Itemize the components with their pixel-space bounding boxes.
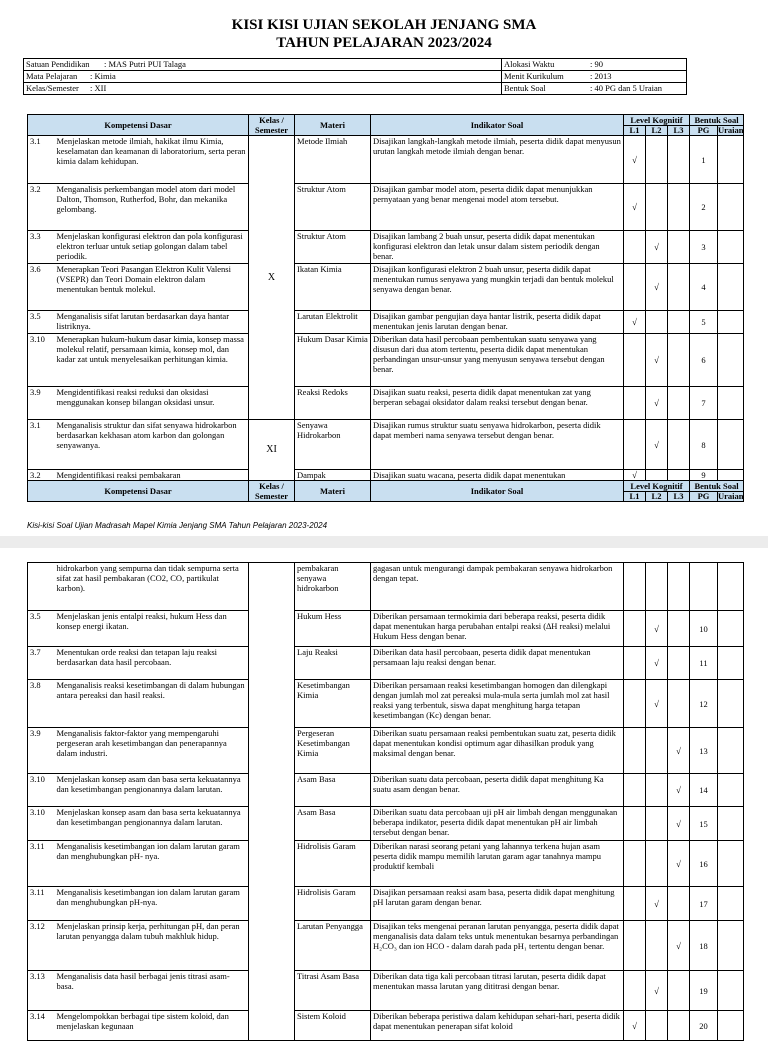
kd-text: Menjelaskan konsep asam dan basa serta kekuatannya dan kesetimbangan pengionannya dalam larutan. bbox=[54, 807, 249, 841]
pg-number: 14 bbox=[690, 774, 718, 807]
kd-number: 3.6 bbox=[28, 264, 54, 311]
check-mark-icon: √ bbox=[654, 658, 659, 668]
kd-number: 3.2 bbox=[28, 470, 54, 481]
table-row bbox=[28, 921, 744, 971]
uraian-cell bbox=[718, 887, 744, 921]
level-3-cell bbox=[668, 420, 690, 470]
level-3-cell bbox=[668, 680, 690, 728]
check-mark-icon: √ bbox=[632, 470, 637, 480]
header-materi: Materi bbox=[295, 481, 371, 502]
level-1-cell bbox=[624, 774, 646, 807]
kd-number: 3.2 bbox=[28, 184, 54, 231]
subheader-uraian: Uraian bbox=[718, 125, 744, 135]
indikator-cell: Diberikan suatu data percobaan, peserta didik dapat menghitung Ka suatu asam dengan benar. bbox=[371, 774, 624, 807]
table-row bbox=[28, 420, 744, 470]
level-2-cell bbox=[646, 611, 668, 647]
empty-cell bbox=[624, 563, 646, 611]
uraian-cell bbox=[718, 921, 744, 971]
info-left-value: : Kimia bbox=[90, 71, 116, 81]
document-subtitle: TAHUN PELAJARAN 2023/2024 bbox=[276, 35, 492, 51]
info-left-cell bbox=[24, 83, 502, 95]
table-row bbox=[28, 334, 744, 387]
pg-number: 20 bbox=[690, 1011, 718, 1041]
kd-number: 3.14 bbox=[28, 1011, 54, 1041]
info-right-label: Bentuk Soal bbox=[504, 83, 546, 93]
header-bentuk-soal: Bentuk Soal bbox=[690, 115, 744, 126]
level-3-cell bbox=[668, 136, 690, 184]
info-right-label: Alokasi Waktu bbox=[504, 59, 555, 69]
indikator-cell: Diberikan data hasil percobaan, peserta didik dapat menentukan persamaan laju reaksi dengan benar. bbox=[371, 647, 624, 680]
check-mark-icon: √ bbox=[654, 439, 659, 450]
table-row bbox=[28, 728, 744, 774]
kd-number bbox=[28, 563, 54, 611]
pg-number: 8 bbox=[690, 420, 718, 470]
kd-number: 3.12 bbox=[28, 921, 54, 971]
kd-text: hidrokarbon yang sempurna dan tidak sempurna serta sifat zat hasil pembakaran (CO2, CO, partikulat karbon). bbox=[54, 563, 249, 611]
kd-text: Menganalisis reaksi kesetimbangan di dalam hubungan antara pereaksi dan hasil reaksi. bbox=[54, 680, 249, 728]
indikator-cell: Disajikan konfigurasi elektron 2 buah unsur, peserta didik dapat menentukan rumus senyawa yang mungkin terjadi dan bentuk molekul senyawa dengan benar. bbox=[371, 264, 624, 311]
materi-cell: Dampak bbox=[295, 470, 371, 481]
kelas-cell-x: X bbox=[249, 136, 295, 420]
check-mark-icon: √ bbox=[676, 940, 681, 951]
check-mark-icon: √ bbox=[654, 985, 659, 996]
level-1-cell bbox=[624, 264, 646, 311]
level-1-cell bbox=[624, 887, 646, 921]
uraian-cell bbox=[718, 680, 744, 728]
level-2-cell bbox=[646, 264, 668, 311]
indikator-cell: Diberikan suatu persamaan reaksi pembentukan suatu zat, peserta didik dapat menentukan kondisi optimum agar dihasilkan produk yang maksimal dengan benar. bbox=[371, 728, 624, 774]
uraian-cell bbox=[718, 136, 744, 184]
kd-number: 3.1 bbox=[28, 420, 54, 470]
kd-text: Menjelaskan konfigurasi elektron dan pola konfigurasi elektron terluar untuk setiap golongan dalam tabel periodik. bbox=[54, 231, 249, 264]
header-kelas-semester: Kelas / Semester bbox=[249, 115, 295, 136]
level-3-cell bbox=[668, 1011, 690, 1041]
pg-number: 4 bbox=[690, 264, 718, 311]
level-1-cell bbox=[624, 841, 646, 887]
level-1-cell bbox=[624, 807, 646, 841]
materi-cell: Ikatan Kimia bbox=[295, 264, 371, 311]
kd-number: 3.11 bbox=[28, 841, 54, 887]
indikator-cell: Disajikan teks mengenai peranan larutan penyangga, peserta didik dapat menganalisis data dalam teks untuk menentukan besarnya perbandingan H₂CO₃ dan ion HCO - dalam darah pada pH₁ tertentu dengan benar. bbox=[371, 921, 624, 971]
uraian-cell bbox=[718, 334, 744, 387]
uraian-cell bbox=[718, 231, 744, 264]
level-2-cell bbox=[646, 807, 668, 841]
check-mark-icon: √ bbox=[654, 355, 659, 365]
level-1-cell bbox=[624, 971, 646, 1011]
level-2-cell bbox=[646, 387, 668, 420]
kelas-cell-xi: XI bbox=[249, 420, 295, 481]
table-row bbox=[28, 1011, 744, 1041]
kd-text: Mengidentifikasi reaksi reduksi dan oksidasi menggunakan konsep bilangan oksidasi unsur. bbox=[54, 387, 249, 420]
pg-number: 13 bbox=[690, 728, 718, 774]
level-1-cell bbox=[624, 387, 646, 420]
level-3-cell bbox=[668, 774, 690, 807]
level-3-cell bbox=[668, 841, 690, 887]
level-1-cell bbox=[624, 470, 646, 481]
check-mark-icon: √ bbox=[654, 898, 659, 909]
uraian-cell bbox=[718, 611, 744, 647]
indikator-cell: Disajikan persamaan reaksi asam basa, peserta didik dapat menghitung pH larutan garam dengan benar. bbox=[371, 887, 624, 921]
level-2-cell bbox=[646, 420, 668, 470]
subheader-l3: L3 bbox=[668, 492, 690, 502]
kd-text: Menganalisis kesetimbangan ion dalam larutan garam dan menghubungkan pH- nya. bbox=[54, 841, 249, 887]
materi-cell: Struktur Atom bbox=[295, 184, 371, 231]
pg-number: 6 bbox=[690, 334, 718, 387]
uraian-cell bbox=[718, 184, 744, 231]
kd-number: 3.11 bbox=[28, 887, 54, 921]
empty-cell bbox=[668, 563, 690, 611]
uraian-cell bbox=[718, 647, 744, 680]
level-2-cell bbox=[646, 921, 668, 971]
indikator-cell: Diberikan persamaan termokimia dari beberapa reaksi, peserta didik dapat menentukan harga perubahan entalpi reaksi (∆H reaksi) melalui Hukum Hess dengan benar. bbox=[371, 611, 624, 647]
level-2-cell bbox=[646, 470, 668, 481]
kd-text: Menganalisis struktur dan sifat senyawa hidrokarbon berdasarkan kekhasan atom karbon dan golongan senyawanya. bbox=[54, 420, 249, 470]
indikator-cell: Diberikan suatu data percobaan uji pH air limbah dengan menggunakan beberapa indikator, peserta didik dapat menentukan pH air limbah tersebut dengan benar. bbox=[371, 807, 624, 841]
level-1-cell bbox=[624, 184, 646, 231]
info-left-label: Kelas/Semester bbox=[26, 83, 79, 93]
table-row bbox=[28, 680, 744, 728]
uraian-cell bbox=[718, 420, 744, 470]
pg-number: 17 bbox=[690, 887, 718, 921]
pg-number: 1 bbox=[690, 136, 718, 184]
info-left-label: Mata Pelajaran bbox=[26, 71, 78, 81]
uraian-cell bbox=[718, 807, 744, 841]
level-3-cell bbox=[668, 971, 690, 1011]
level-3-cell bbox=[668, 311, 690, 334]
subheader-l1: L1 bbox=[624, 126, 646, 136]
uraian-cell bbox=[718, 774, 744, 807]
kisi-kisi-table-page-1 bbox=[27, 114, 744, 502]
uraian-cell bbox=[718, 728, 744, 774]
level-2-cell bbox=[646, 971, 668, 1011]
kd-number: 3.7 bbox=[28, 647, 54, 680]
level-1-cell bbox=[624, 311, 646, 334]
materi-cell: Hukum Hess bbox=[295, 611, 371, 647]
pg-number: 11 bbox=[690, 647, 718, 680]
pg-number: 15 bbox=[690, 807, 718, 841]
info-row bbox=[24, 71, 687, 83]
materi-cell: Hidrolisis Garam bbox=[295, 841, 371, 887]
level-2-cell bbox=[646, 647, 668, 680]
info-right-value: : 2013 bbox=[590, 71, 612, 81]
materi-cell: Senyawa Hidrokarbon bbox=[295, 420, 371, 470]
header-level-kognitif: Level Kognitif bbox=[624, 481, 690, 492]
table-row bbox=[28, 841, 744, 887]
materi-cell: Titrasi Asam Basa bbox=[295, 971, 371, 1011]
indikator-cell: Disajikan gambar model atom, peserta didik dapat menunjukkan pernyataan yang benar mengenai model atom tersebut. bbox=[371, 184, 624, 231]
materi-cell: Asam Basa bbox=[295, 774, 371, 807]
level-3-cell bbox=[668, 470, 690, 481]
kd-text: Menjelaskan prinsip kerja, perhitungan pH, dan peran larutan penyangga dalam tubuh makhluk hidup. bbox=[54, 921, 249, 971]
header-kompetensi-dasar: Kompetensi Dasar bbox=[28, 481, 249, 502]
info-row bbox=[24, 59, 687, 71]
level-2-cell bbox=[646, 184, 668, 231]
info-right-value: : 40 PG dan 5 Uraian bbox=[590, 83, 663, 93]
level-2-cell bbox=[646, 841, 668, 887]
page-footnote: Kisi-kisi Soal Ujian Madrasah Mapel Kimia Jenjang SMA Tahun Pelajaran 2023-2024 bbox=[27, 521, 328, 530]
level-1-cell bbox=[624, 1011, 646, 1041]
empty-cell bbox=[646, 563, 668, 611]
kd-text: Menganalisis perkembangan model atom dari model Dalton, Thomson, Rutherfod, Bohr, dan mekanika gelombang. bbox=[54, 184, 249, 231]
table-row bbox=[28, 231, 744, 264]
info-row bbox=[24, 83, 687, 95]
check-mark-icon: √ bbox=[654, 623, 659, 634]
level-3-cell bbox=[668, 807, 690, 841]
uraian-cell bbox=[718, 387, 744, 420]
document-page-2 bbox=[0, 548, 768, 1031]
pg-number: 10 bbox=[690, 611, 718, 647]
level-1-cell bbox=[624, 647, 646, 680]
info-right-value: : 90 bbox=[590, 59, 603, 69]
materi-cell: Reaksi Redoks bbox=[295, 387, 371, 420]
materi-cell: Larutan Elektrolit bbox=[295, 311, 371, 334]
level-2-cell bbox=[646, 136, 668, 184]
header-materi: Materi bbox=[295, 115, 371, 136]
info-left-cell bbox=[24, 59, 502, 71]
check-mark-icon: √ bbox=[654, 282, 659, 292]
kd-number: 3.3 bbox=[28, 231, 54, 264]
pg-number: 7 bbox=[690, 387, 718, 420]
info-left-value: : MAS Putri PUI Talaga bbox=[104, 59, 186, 69]
check-mark-icon: √ bbox=[654, 698, 659, 709]
info-right-cell bbox=[502, 71, 687, 83]
subheader-uraian: Uraian bbox=[718, 491, 744, 501]
kd-text: Menganalisis data hasil berbagai jenis titrasi asam-basa. bbox=[54, 971, 249, 1011]
indikator-cell: Diberikan beberapa peristiwa dalam kehidupan sehari-hari, peserta didik dapat menentukan penerapan sifat koloid bbox=[371, 1011, 624, 1041]
indikator-cell: Diberikan data hasil percobaan pembentukan suatu senyawa yang disusun dari dua atom tertentu, peserta didik dapat menentukan perbandingan unsur-unsur yang menyusun senyawa tersebut dengan benar. bbox=[371, 334, 624, 387]
kd-text: Menerapkan Teori Pasangan Elektron Kulit Valensi (VSEPR) dan Teori Domain elektron dalam menentukan bentuk molekul. bbox=[54, 264, 249, 311]
level-1-cell bbox=[624, 136, 646, 184]
table-row bbox=[28, 807, 744, 841]
pg-number: 18 bbox=[690, 921, 718, 971]
page-gap bbox=[0, 536, 768, 548]
kd-text: Mengidentifikasi reaksi pembakaran bbox=[54, 470, 249, 481]
check-mark-icon: √ bbox=[676, 745, 681, 756]
level-2-cell bbox=[646, 334, 668, 387]
kd-number: 3.1 bbox=[28, 136, 54, 184]
uraian-cell bbox=[718, 971, 744, 1011]
materi-cell: Laju Reaksi bbox=[295, 647, 371, 680]
kd-text: Menganalisis faktor-faktor yang mempengaruhi pergeseran arah kesetimbangan dan penerapannya dalam industri. bbox=[54, 728, 249, 774]
kd-text: Mengelompokkan berbagai tipe sistem koloid, dan menjelaskan kegunaan bbox=[54, 1011, 249, 1041]
table-row bbox=[28, 387, 744, 420]
level-1-cell bbox=[624, 611, 646, 647]
level-1-cell bbox=[624, 334, 646, 387]
info-right-cell bbox=[502, 83, 687, 95]
kd-number: 3.10 bbox=[28, 334, 54, 387]
table-row-continued bbox=[28, 563, 744, 611]
materi-cell: Struktur Atom bbox=[295, 231, 371, 264]
level-3-cell bbox=[668, 647, 690, 680]
indikator-cell: Disajikan gambar pengujian daya hantar listrik, peserta didik dapat menentukan jenis larutan dengan benar. bbox=[371, 311, 624, 334]
materi-cell: Asam Basa bbox=[295, 807, 371, 841]
table-row bbox=[28, 611, 744, 647]
kd-number: 3.10 bbox=[28, 807, 54, 841]
level-3-cell bbox=[668, 264, 690, 311]
kd-text: Menganalisis kesetimbangan ion dalam larutan garam dan menghubungkan pH-nya. bbox=[54, 887, 249, 921]
kd-number: 3.5 bbox=[28, 611, 54, 647]
subheader-l2: L2 bbox=[646, 126, 668, 136]
header-bentuk-soal: Bentuk Soal bbox=[690, 481, 744, 492]
info-table bbox=[23, 58, 687, 95]
subheader-pg: PG bbox=[690, 126, 718, 136]
level-2-cell bbox=[646, 680, 668, 728]
kd-text: Menjelaskan jenis entalpi reaksi, hukum Hess dan konsep energi ikatan. bbox=[54, 611, 249, 647]
level-3-cell bbox=[668, 334, 690, 387]
subheader-l3: L3 bbox=[668, 126, 690, 136]
indikator-cell: Disajikan langkah-langkah metode ilmiah, peserta didik dapat menyusun urutan langkah metode ilmiah dengan benar. bbox=[371, 136, 624, 184]
level-2-cell bbox=[646, 887, 668, 921]
level-3-cell bbox=[668, 728, 690, 774]
pg-number: 19 bbox=[690, 971, 718, 1011]
materi-cell: Kesetimbangan Kimia bbox=[295, 680, 371, 728]
indikator-cell: Diberikan persamaan reaksi kesetimbangan homogen dan dilengkapi dengan jumlah mol zat pereaksi mula-mula serta jumlah mol zat hasil reaksi yang terbentuk, siswa dapat menghitung harga tetapan kesetimbangan (Kc) dengan benar. bbox=[371, 680, 624, 728]
kd-number: 3.13 bbox=[28, 971, 54, 1011]
table-row bbox=[28, 647, 744, 680]
uraian-cell bbox=[718, 264, 744, 311]
table-row bbox=[28, 774, 744, 807]
table-header-row bbox=[28, 481, 744, 492]
empty-cell bbox=[718, 563, 744, 611]
header-indikator-soal: Indikator Soal bbox=[371, 115, 624, 136]
info-right-cell bbox=[502, 59, 687, 71]
header-level-kognitif: Level Kognitif bbox=[624, 115, 690, 126]
indikator-cell: Diberikan narasi seorang petani yang lahannya terkena hujan asam peserta didik mampu memilih larutan garam agar tanahnya mampu produktif kembali bbox=[371, 841, 624, 887]
table-row bbox=[28, 136, 744, 184]
kd-text: Menentukan orde reaksi dan tetapan laju reaksi berdasarkan data hasil percobaan. bbox=[54, 647, 249, 680]
check-mark-icon: √ bbox=[632, 202, 637, 212]
level-3-cell bbox=[668, 921, 690, 971]
level-1-cell bbox=[624, 921, 646, 971]
level-1-cell bbox=[624, 420, 646, 470]
table-row bbox=[28, 887, 744, 921]
pg-number: 16 bbox=[690, 841, 718, 887]
level-3-cell bbox=[668, 231, 690, 264]
indikator-cell: Disajikan suatu wacana, peserta didik dapat menentukan bbox=[371, 470, 624, 481]
level-3-cell bbox=[668, 387, 690, 420]
materi-cell: Larutan Penyangga bbox=[295, 921, 371, 971]
materi-cell: Hidrolisis Garam bbox=[295, 887, 371, 921]
header-kelas-semester: Kelas / Semester bbox=[249, 481, 295, 502]
check-mark-icon: √ bbox=[632, 154, 637, 165]
indikator-cell: Disajikan rumus struktur suatu senyawa hidrokarbon, peserta didik dapat memberi nama senyawa tersebut dengan benar. bbox=[371, 420, 624, 470]
table-row bbox=[28, 311, 744, 334]
kelas-cell bbox=[249, 563, 295, 1041]
kd-number: 3.10 bbox=[28, 774, 54, 807]
pg-number: 12 bbox=[690, 680, 718, 728]
table-row bbox=[28, 184, 744, 231]
level-2-cell bbox=[646, 728, 668, 774]
level-2-cell bbox=[646, 1011, 668, 1041]
info-left-value: : XII bbox=[90, 83, 107, 93]
subheader-l2: L2 bbox=[646, 492, 668, 502]
uraian-cell bbox=[718, 841, 744, 887]
document-title: KISI KISI UJIAN SEKOLAH JENJANG SMA bbox=[231, 17, 537, 33]
kisi-kisi-table-page-2 bbox=[27, 562, 744, 1041]
kd-text: Menjelaskan metode ilmiah, hakikat ilmu Kimia, keselamatan dan keamanan di laboratorium, serta peran kimia dalam kehidupan. bbox=[54, 136, 249, 184]
check-mark-icon: √ bbox=[632, 1020, 637, 1031]
indikator-cell: gagasan untuk mengurangi dampak pembakaran senyawa hidrokarbon dengan tepat. bbox=[371, 563, 624, 611]
table-row bbox=[28, 971, 744, 1011]
pg-number: 2 bbox=[690, 184, 718, 231]
materi-cell: Sistem Koloid bbox=[295, 1011, 371, 1041]
level-1-cell bbox=[624, 728, 646, 774]
uraian-cell bbox=[718, 311, 744, 334]
empty-cell bbox=[690, 563, 718, 611]
uraian-cell bbox=[718, 470, 744, 481]
check-mark-icon: √ bbox=[676, 858, 681, 869]
info-left-cell bbox=[24, 71, 502, 83]
kd-number: 3.9 bbox=[28, 728, 54, 774]
materi-cell: pembakaran senyawa hidrokarbon bbox=[295, 563, 371, 611]
uraian-cell bbox=[718, 1011, 744, 1041]
level-3-cell bbox=[668, 184, 690, 231]
header-indikator-soal: Indikator Soal bbox=[371, 481, 624, 502]
indikator-cell: Disajikan suatu reaksi, peserta didik dapat menentukan zat yang berperan sebagai oksidator dalam reaksi tersebut dengan benar. bbox=[371, 387, 624, 420]
kd-number: 3.9 bbox=[28, 387, 54, 420]
info-left-label: Satuan Pendidikan bbox=[26, 59, 90, 69]
table-row bbox=[28, 264, 744, 311]
level-1-cell bbox=[624, 680, 646, 728]
level-3-cell bbox=[668, 887, 690, 921]
kd-number: 3.5 bbox=[28, 311, 54, 334]
materi-cell: Pergeseran Kesetimbangan Kimia bbox=[295, 728, 371, 774]
header-kompetensi-dasar: Kompetensi Dasar bbox=[28, 115, 249, 136]
check-mark-icon: √ bbox=[654, 398, 659, 408]
info-right-label: Menit Kurikulum bbox=[504, 71, 564, 81]
table-row bbox=[28, 470, 744, 481]
check-mark-icon: √ bbox=[654, 242, 659, 252]
level-2-cell bbox=[646, 774, 668, 807]
level-2-cell bbox=[646, 231, 668, 264]
subheader-l1: L1 bbox=[624, 492, 646, 502]
pg-number: 5 bbox=[690, 311, 718, 334]
kd-number: 3.8 bbox=[28, 680, 54, 728]
subheader-pg: PG bbox=[690, 492, 718, 502]
kd-text: Menerapkan hukum-hukum dasar kimia, konsep massa molekul relatif, persamaan kimia, konsep mol, dan kadar zat untuk menyelesaikan perhitungan kimia. bbox=[54, 334, 249, 387]
indikator-cell: Diberikan data tiga kali percobaan titrasi larutan, peserta didik dapat menentukan massa larutan yang dititrasi dengan benar. bbox=[371, 971, 624, 1011]
pg-number: 9 bbox=[690, 470, 718, 481]
pg-number: 3 bbox=[690, 231, 718, 264]
check-mark-icon: √ bbox=[676, 785, 681, 795]
materi-cell: Hukum Dasar Kimia bbox=[295, 334, 371, 387]
table-header-row bbox=[28, 115, 744, 126]
level-1-cell bbox=[624, 231, 646, 264]
level-2-cell bbox=[646, 311, 668, 334]
level-3-cell bbox=[668, 611, 690, 647]
check-mark-icon: √ bbox=[632, 317, 637, 327]
check-mark-icon: √ bbox=[676, 818, 681, 829]
materi-cell: Metode Ilmiah bbox=[295, 136, 371, 184]
kd-text: Menjelaskan konsep asam dan basa serta kekuatannya dan kesetimbangan pengionannya dalam larutan. bbox=[54, 774, 249, 807]
kd-text: Menganalisis sifat larutan berdasarkan daya hantar listriknya. bbox=[54, 311, 249, 334]
indikator-cell: Disajikan lambang 2 buah unsur, peserta didik dapat menentukan konfigurasi elektron dan letak unsur dalam sistem periodik dengan benar. bbox=[371, 231, 624, 264]
